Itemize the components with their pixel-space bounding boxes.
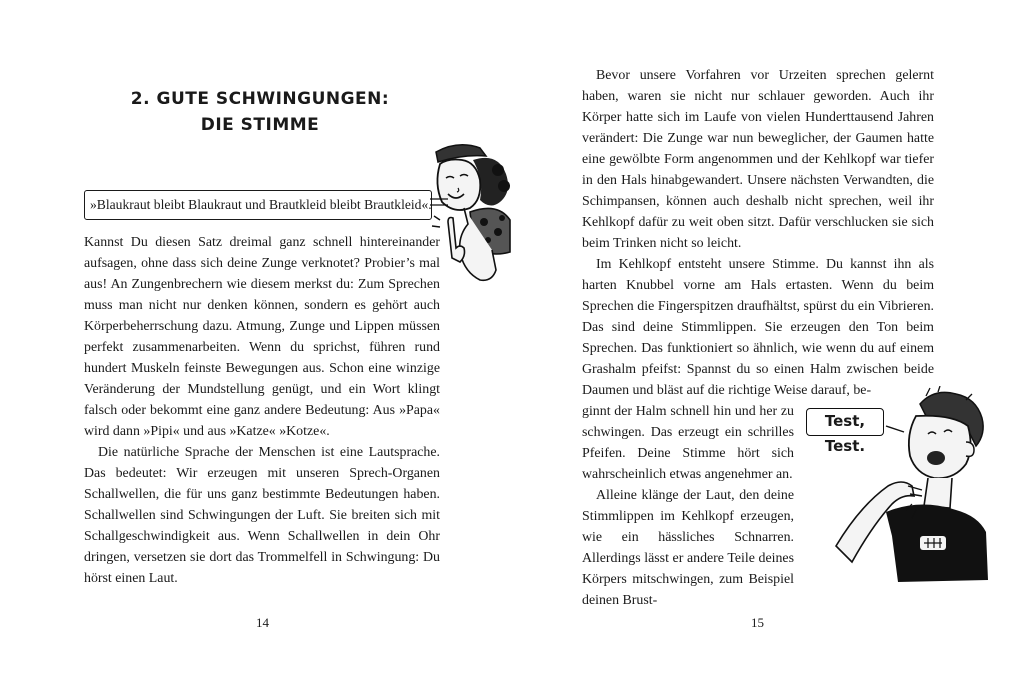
right-paragraph-2b: ginnt der Halm schnell hin und her zu schwingen. Das erzeugt ein schrilles Pfeifen. Deine Stimme hört sich wahrscheinlich etwas angenehmer an. bbox=[582, 404, 794, 482]
right-page-body-narrow bbox=[582, 401, 794, 611]
page-number-right: 15 bbox=[751, 615, 764, 630]
quote-pointer bbox=[430, 196, 450, 208]
chapter-title bbox=[110, 86, 410, 138]
left-paragraph-1: Kannst Du diesen Satz dreimal ganz schnell hintereinander aufsagen, ohne dass sich deine Zunge verknotet? Probier’s mal aus! An Zungenbrechern wie diesem merkst du: Zum Sprechen muss man nicht nur denken können, sondern es gehört auch Körperbeherrschung dazu. Atmung, Zunge und Lippen müssen perfekt zusammenarbeiten. Wenn du sprichst, führen rund hundert Muskeln feinste Bewegungen aus. Schon eine winzige Veränderung der Mundstellung genügt, und ein Wort klingt falsch oder bekommt eine ganz andere Bedeutung: Aus »Papa« wird dann »Pipi« und aus »Katze« »Kotze«. bbox=[84, 235, 440, 439]
right-paragraph-2a: Im Kehlkopf entsteht unsere Stimme. Du kannst ihn als harten Knubbel vorne am Hals ertasten. Wenn du beim Sprechen die Fingerspitzen draufhältst, spürst du ein Vibrieren. Das sind deine Stimmlippen. Sie erzeugen den Ton beim Sprechen. Das funktioniert so ähnlich, wie wenn du auf einem Grashalm pfeifst: Spannst du so einen Halm zwischen beide Daumen und bläst auf die richtige Weise darauf, be- bbox=[582, 257, 934, 398]
right-paragraph-1: Bevor unsere Vorfahren vor Urzeiten sprechen gelernt haben, waren sie nicht nur schlauer geworden. Auch ihr Körper hatte sich im Laufe von vielen Hunderttausend Jahren verändert: Die Zunge war nun beweglicher, der Gaumen hatte eine gewölbte Form angenommen und der Kehlkopf war tiefer in den Hals hinabgewandert. Unsere nächsten Verwandten, die Schimpansen, können auch deshalb nicht sprechen, weil ihr Kehlkopf dafür zu weit oben sitzt. Dafür verschlucken sie sich beim Trinken nicht so leicht. bbox=[582, 68, 934, 251]
chapter-title-line-2: DIE STIMME bbox=[200, 115, 320, 135]
right-paragraph-3: Alleine klänge der Laut, den deine Stimmlippen im Kehlkopf erzeugen, wie ein hässliches Schnarren. Allerdings lässt er andere Teile deines Körpers mitschwingen, zum Beispiel deinen Brust- bbox=[582, 488, 794, 608]
tongue-twister-quote: »Blaukraut bleibt Blaukraut und Brautkleid bleibt Brautkleid«. bbox=[84, 190, 432, 220]
left-page-body bbox=[84, 232, 440, 589]
left-paragraph-2: Die natürliche Sprache der Menschen ist eine Lautsprache. Das bedeutet: Wir erzeugen mit unseren Sprech-Organen Schallwellen, die für uns ganz bestimmte Bedeutungen haben. Schallwellen sind Schwingungen der Luft. Sie breiten sich mit Schallgeschwindigkeit aus. Wenn Schallwellen in dein Ohr dringen, versetzen sie dort das Trommelfell in Schwingung: Du hörst einen Laut. bbox=[84, 445, 440, 586]
page-number-left: 14 bbox=[256, 615, 269, 630]
chapter-title-line-1: 2. GUTE SCHWINGUNGEN: bbox=[130, 89, 390, 109]
right-page bbox=[510, 0, 1020, 691]
boy-touching-throat-illustration bbox=[816, 386, 994, 586]
right-page-body bbox=[582, 65, 934, 401]
speech-bubble-text: Test, Test. bbox=[824, 412, 866, 455]
